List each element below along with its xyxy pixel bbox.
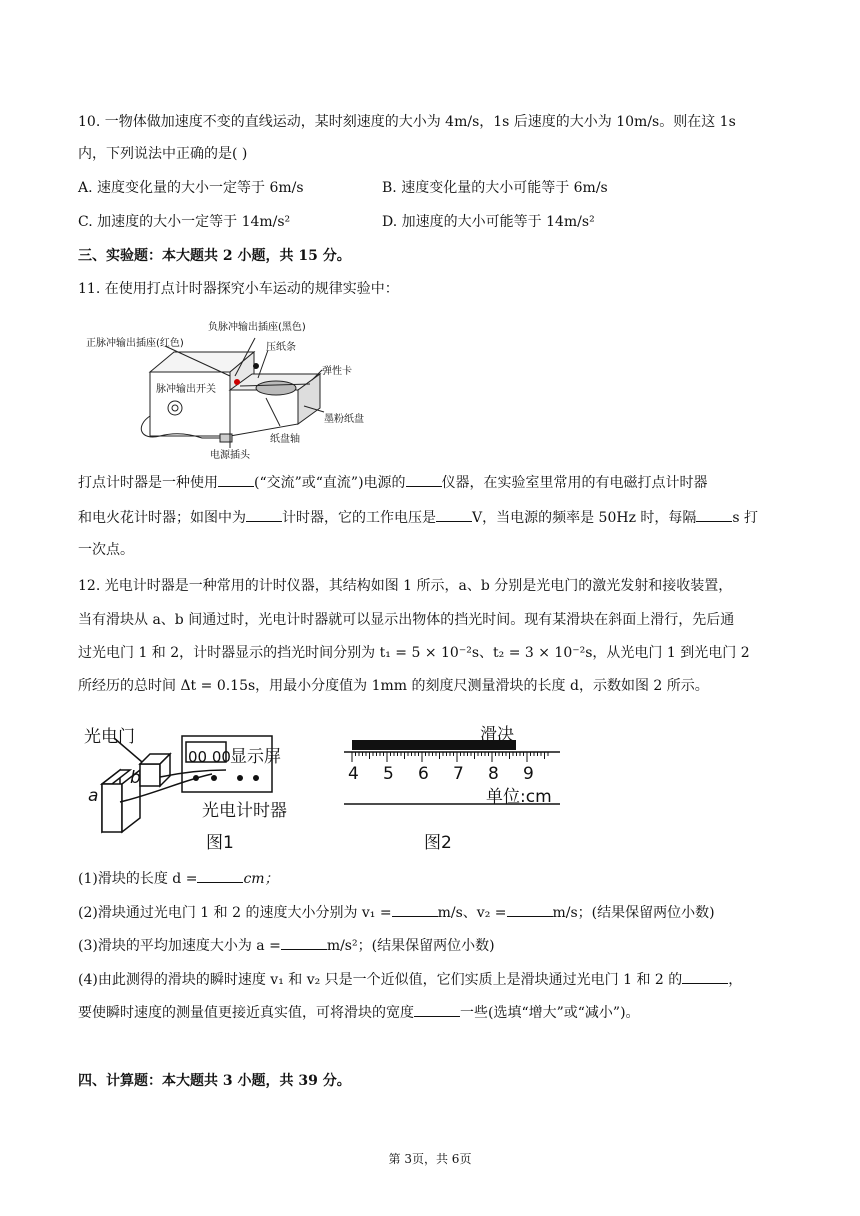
ruler-tick-9: 9 [523,764,534,784]
q12-sub5-end: 一些(选填“增大”或“减小”)。 [460,1005,640,1021]
q11-stem: 11. 在使用打点计时器探究小车运动的规律实验中： [78,281,399,297]
pulse-switch-label: 脉冲输出开关 [156,384,216,395]
blank-interval[interactable] [696,507,732,522]
figure1-caption: 图1 [206,833,234,853]
q12-sub1-text: (1)滑块的长度 d = [78,871,198,887]
ruler-tick-5: 5 [383,764,394,784]
q10-option-b: B. 速度变化量的大小可能等于 6m/s [382,180,608,196]
q12-sub2-text: (2)滑块通过光电门 1 和 2 的速度大小分别为 v₁ = [78,905,392,921]
blank-v1[interactable] [392,902,438,917]
ruler-tick-7: 7 [453,764,464,784]
q11-text-2a: 和电火花计时器；如图中为 [78,510,246,526]
q12-sub2-mid: m/s、v₂ = [437,905,507,921]
figure2-caption: 图2 [424,833,452,853]
q12-stem-line3: 过光电门 1 和 2，计时器显示的挡光时间分别为 t₁ = 5 × 10⁻²s、t₂ = 3 × 10⁻²s，从光电门 1 到光电门 2 [78,645,750,661]
section-3-heading: 三、实验题：本大题共 2 小题，共 15 分。 [78,248,351,264]
q12-sub1-unit: cm； [243,871,279,887]
receiver-b-label: b [130,768,141,788]
q12-sub2-end: m/s；(结果保留两位小数) [552,905,715,921]
q12-sub3-text: (3)滑块的平均加速度大小为 a = [78,938,281,954]
q10-option-c: C. 加速度的大小一定等于 14m/s² [78,214,291,230]
q10-option-a: A. 速度变化量的大小一定等于 6m/s [78,180,304,196]
ticker-timer-figure [80,316,380,462]
q11-text-1c: 仪器，在实验室里常用的有电磁打点计时器 [441,475,708,491]
ruler-unit: 单位:cm [486,787,552,807]
q12-sub1 [78,868,279,889]
q11-text-1b: (“交流”或“直流”)电源的 [254,475,406,491]
q11-text-2b: 计时器，它的工作电压是 [282,510,436,526]
blank-length-d[interactable] [197,868,243,883]
q10-stem-line1: 10. 一物体做加速度不变的直线运动，某时刻速度的大小为 4m/s，1s 后速度的大小为 10m/s。则在这 1s [78,114,736,130]
ruler-tick-4: 4 [348,764,359,784]
timer-label: 光电计时器 [202,801,287,821]
disk-axis-label: 纸盘轴 [270,434,300,445]
q10-stem-line2: 内，下列说法中正确的是( ) [78,146,248,162]
q11-text-line1 [78,472,708,493]
blank-average-velocity[interactable] [682,969,728,984]
ink-disk-label: 墨粉纸盘 [324,414,364,425]
q11-text-line3: 一次点。 [78,542,134,558]
q12-sub5 [78,1002,640,1023]
ruler-tick-8: 8 [488,764,499,784]
q12-sub4-text: (4)由此测得的滑块的瞬时速度 v₁ 和 v₂ 只是一个近似值，它们实质上是滑块通过光电门 1 和 2 的 [78,972,683,988]
q12-stem-line1: 12. 光电计时器是一种常用的计时仪器，其结构如图 1 所示，a、b 分别是光电门的激光发射和接收装置， [78,578,733,594]
q11-text-line2 [78,507,758,528]
q12-sub2 [78,902,715,923]
q11-text-2c: V，当电源的频率是 50Hz 时，每隔 [472,510,697,526]
q12-sub3 [78,935,495,956]
pos-socket-label: 正脉冲输出插座(红色) [86,338,184,349]
q12-sub4-end: ， [728,972,743,988]
section-4-heading: 四、计算题：本大题共 3 小题，共 39 分。 [78,1073,351,1089]
ruler-tick-6: 6 [418,764,429,784]
blank-instrument-type[interactable] [406,472,442,487]
photogate-label: 光电门 [84,727,135,747]
q12-sub4 [78,969,742,990]
blank-power-type[interactable] [218,472,254,487]
blank-voltage[interactable] [436,507,472,522]
blank-width-change[interactable] [414,1002,460,1017]
q12-sub3-end: m/s²；(结果保留两位小数) [326,938,495,954]
neg-socket-label: 负脉冲输出插座(黑色) [208,322,306,333]
blank-timer-type[interactable] [246,507,282,522]
q12-stem-line2: 当有滑块从 a、b 间通过时，光电计时器就可以显示出物体的挡光时间。现有某滑块在斜面上滑行，先后通 [78,612,735,628]
timer-display-digits: 00 00 [188,748,231,766]
q12-stem-line4: 所经历的总时间 Δt = 0.15s，用最小分度值为 1mm 的刻度尺测量滑块的长度 d，示数如图 2 所示。 [78,678,709,694]
emitter-a-label: a [88,786,99,806]
press-strip-label: 压纸条 [266,342,296,353]
q10-option-d: D. 加速度的大小可能等于 14m/s² [382,214,595,230]
q11-text-2d: s 打 [732,510,759,526]
q12-sub5-text: 要使瞬时速度的测量值更接近真实值，可将滑块的宽度 [78,1005,414,1021]
spring-card-label: 弹性卡 [322,366,352,377]
blank-v2[interactable] [507,902,553,917]
blank-acceleration[interactable] [281,935,327,950]
slider-label: 滑决 [480,725,514,745]
q11-text-1a: 打点计时器是一种使用 [78,475,218,491]
plug-label: 电源插头 [210,450,250,461]
screen-label: 显示屏 [230,747,281,767]
photogate-figure [84,722,314,852]
page-footer: 第 3页，共 6页 [388,1152,472,1166]
ruler-figure [340,718,570,852]
